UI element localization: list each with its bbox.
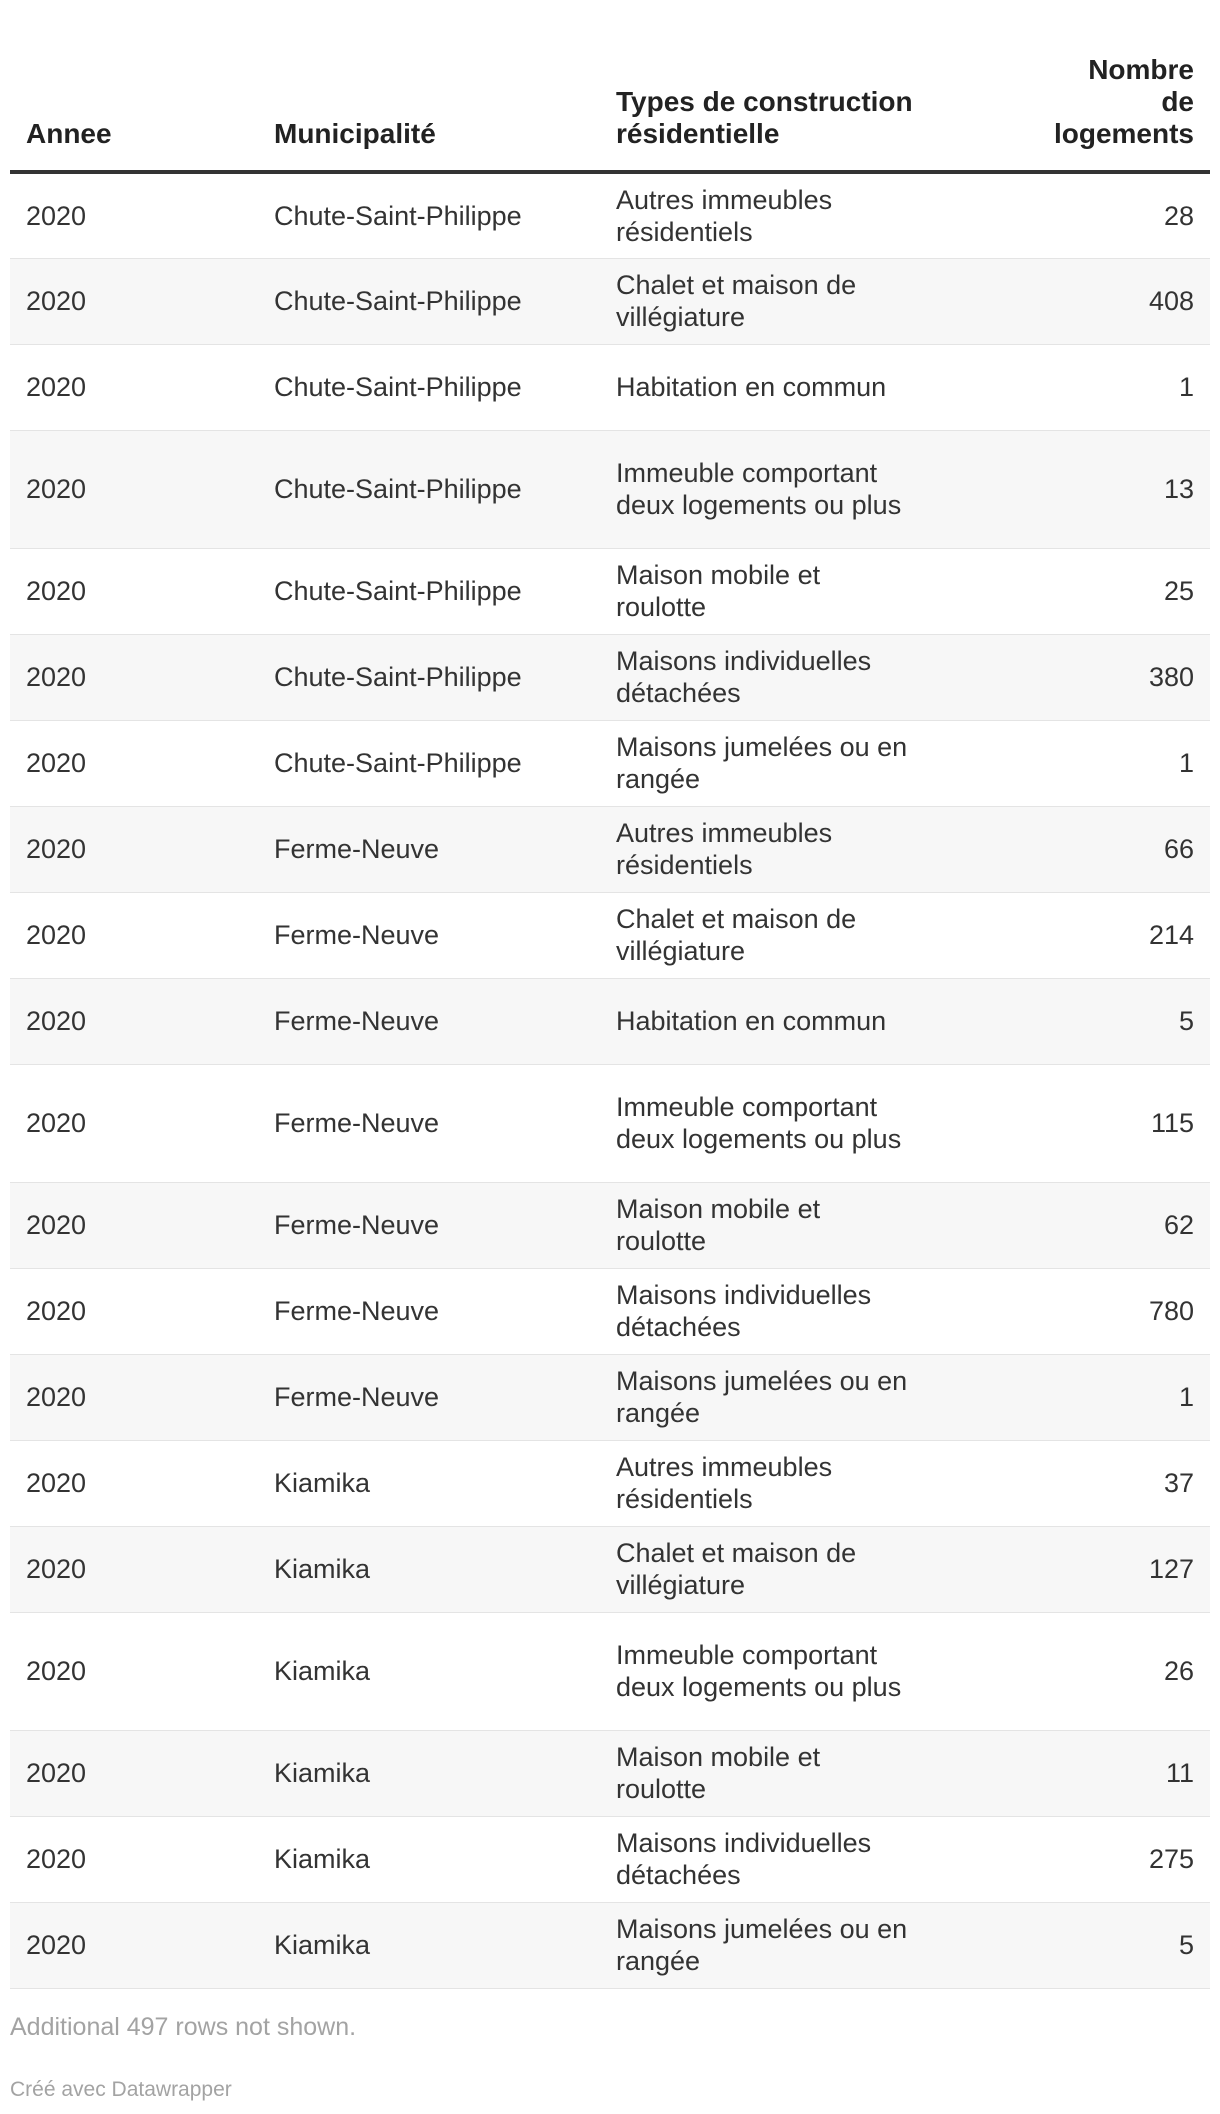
cell-construction-type [600, 1268, 1032, 1354]
cell-dwellings: 408 [1032, 258, 1210, 344]
cell-construction-type-text: Autres immeubles résidentiels [616, 818, 833, 880]
table-row [10, 1902, 1210, 1988]
cell-dwellings: 1 [1032, 1354, 1210, 1440]
cell-year: 2020 [10, 978, 258, 1064]
cell-municipality: Kiamika [258, 1816, 600, 1902]
cell-municipality: Ferme-Neuve [258, 1268, 600, 1354]
cell-year: 2020 [10, 1816, 258, 1902]
table-row [10, 172, 1210, 258]
cell-construction-type [600, 172, 1032, 258]
cell-municipality: Kiamika [258, 1526, 600, 1612]
cell-municipality: Kiamika [258, 1440, 600, 1526]
cell-year: 2020 [10, 1064, 258, 1182]
column-header-dwellings[interactable]: Nombre de logements [1032, 0, 1210, 172]
cell-year: 2020 [10, 1526, 258, 1612]
cell-municipality: Ferme-Neuve [258, 978, 600, 1064]
cell-construction-type-text: Immeuble comportant deux logements ou plus [616, 1640, 902, 1702]
cell-construction-type-text: Autres immeubles résidentiels [616, 184, 833, 247]
cell-year: 2020 [10, 720, 258, 806]
table-row [10, 1526, 1210, 1612]
cell-year: 2020 [10, 172, 258, 258]
cell-municipality: Ferme-Neuve [258, 892, 600, 978]
column-header-construction-type[interactable] [600, 0, 1032, 172]
table-row [10, 344, 1210, 430]
cell-dwellings: 115 [1032, 1064, 1210, 1182]
cell-construction-type-text: Chalet et maison de villégiature [616, 270, 857, 332]
cell-municipality: Chute-Saint-Philippe [258, 634, 600, 720]
table-row [10, 548, 1210, 634]
cell-dwellings: 37 [1032, 1440, 1210, 1526]
cell-construction-type [600, 1354, 1032, 1440]
cell-year: 2020 [10, 1730, 258, 1816]
cell-dwellings: 1 [1032, 720, 1210, 806]
table-row [10, 1268, 1210, 1354]
cell-municipality: Kiamika [258, 1902, 600, 1988]
cell-construction-type-text: Maisons jumelées ou en rangée [616, 1366, 908, 1428]
cell-municipality: Kiamika [258, 1730, 600, 1816]
table-row [10, 1064, 1210, 1182]
cell-municipality: Chute-Saint-Philippe [258, 548, 600, 634]
table-container [10, 0, 1210, 2103]
cell-municipality: Ferme-Neuve [258, 1354, 600, 1440]
cell-municipality: Ferme-Neuve [258, 1064, 600, 1182]
cell-municipality: Chute-Saint-Philippe [258, 258, 600, 344]
table-row [10, 1730, 1210, 1816]
column-header-municipality[interactable]: Municipalité [258, 0, 600, 172]
cell-dwellings: 13 [1032, 430, 1210, 548]
cell-dwellings: 1 [1032, 344, 1210, 430]
cell-dwellings: 127 [1032, 1526, 1210, 1612]
header-row [10, 0, 1210, 172]
cell-construction-type-text: Autres immeubles résidentiels [616, 1452, 833, 1514]
cell-construction-type [600, 430, 1032, 548]
cell-construction-type [600, 720, 1032, 806]
cell-year: 2020 [10, 892, 258, 978]
table-row [10, 634, 1210, 720]
table-row [10, 978, 1210, 1064]
cell-construction-type-text: Chalet et maison de villégiature [616, 904, 857, 966]
cell-construction-type-text: Immeuble comportant deux logements ou plus [616, 1092, 902, 1154]
cell-dwellings: 26 [1032, 1612, 1210, 1730]
cell-construction-type-text: Immeuble comportant deux logements ou plus [616, 458, 902, 520]
cell-year: 2020 [10, 1612, 258, 1730]
cell-year: 2020 [10, 430, 258, 548]
table-row [10, 1354, 1210, 1440]
cell-year: 2020 [10, 806, 258, 892]
cell-dwellings: 62 [1032, 1182, 1210, 1268]
table-row [10, 1440, 1210, 1526]
cell-year: 2020 [10, 1440, 258, 1526]
cell-dwellings: 66 [1032, 806, 1210, 892]
cell-construction-type [600, 344, 1032, 430]
column-header-year[interactable]: Annee [10, 0, 258, 172]
credit-line: Créé avec Datawrapper [10, 2077, 232, 2101]
data-table [10, 0, 1210, 1989]
cell-construction-type-text: Habitation en commun [616, 1006, 887, 1036]
cell-construction-type [600, 892, 1032, 978]
cell-dwellings: 380 [1032, 634, 1210, 720]
cell-dwellings: 275 [1032, 1816, 1210, 1902]
cell-construction-type [600, 1612, 1032, 1730]
cell-year: 2020 [10, 344, 258, 430]
cell-construction-type-text: Maison mobile et roulotte [616, 560, 821, 622]
table-row [10, 720, 1210, 806]
table-row [10, 258, 1210, 344]
table-row [10, 1612, 1210, 1730]
cell-year: 2020 [10, 1268, 258, 1354]
cell-year: 2020 [10, 634, 258, 720]
cell-municipality: Kiamika [258, 1612, 600, 1730]
cell-year: 2020 [10, 548, 258, 634]
cell-construction-type-text: Maisons jumelées ou en rangée [616, 732, 908, 794]
cell-municipality: Chute-Saint-Philippe [258, 720, 600, 806]
cell-year: 2020 [10, 1182, 258, 1268]
table-row [10, 1182, 1210, 1268]
cell-construction-type-text: Maisons individuelles détachées [616, 1828, 872, 1890]
cell-construction-type-text: Maisons individuelles détachées [616, 646, 872, 708]
cell-construction-type [600, 1730, 1032, 1816]
table-notes: Additional 497 rows not shown. [10, 2012, 357, 2041]
cell-dwellings: 5 [1032, 978, 1210, 1064]
cell-municipality: Chute-Saint-Philippe [258, 344, 600, 430]
cell-construction-type-text: Maison mobile et roulotte [616, 1194, 821, 1256]
cell-year: 2020 [10, 1902, 258, 1988]
cell-construction-type [600, 1902, 1032, 1988]
cell-construction-type [600, 1440, 1032, 1526]
cell-dwellings: 780 [1032, 1268, 1210, 1354]
cell-municipality: Chute-Saint-Philippe [258, 430, 600, 548]
cell-dwellings: 25 [1032, 548, 1210, 634]
table-body [10, 172, 1210, 1988]
cell-construction-type [600, 1064, 1032, 1182]
table-row [10, 806, 1210, 892]
cell-dwellings: 5 [1032, 1902, 1210, 1988]
cell-construction-type [600, 806, 1032, 892]
cell-municipality: Chute-Saint-Philippe [258, 172, 600, 258]
cell-construction-type [600, 1816, 1032, 1902]
cell-construction-type-text: Habitation en commun [616, 372, 887, 402]
cell-construction-type [600, 634, 1032, 720]
cell-construction-type-text: Chalet et maison de villégiature [616, 1538, 857, 1600]
cell-construction-type-text: Maisons individuelles détachées [616, 1280, 872, 1342]
column-header-construction-type-label: Types de construction résidentielle [616, 86, 913, 149]
cell-construction-type-text: Maisons jumelées ou en rangée [616, 1914, 908, 1976]
cell-construction-type [600, 258, 1032, 344]
table-row [10, 1816, 1210, 1902]
cell-municipality: Ferme-Neuve [258, 806, 600, 892]
cell-construction-type-text: Maison mobile et roulotte [616, 1742, 821, 1804]
cell-municipality: Ferme-Neuve [258, 1182, 600, 1268]
table-row [10, 892, 1210, 978]
cell-dwellings: 214 [1032, 892, 1210, 978]
cell-dwellings: 11 [1032, 1730, 1210, 1816]
cell-year: 2020 [10, 258, 258, 344]
cell-construction-type [600, 978, 1032, 1064]
cell-construction-type [600, 1182, 1032, 1268]
cell-construction-type [600, 548, 1032, 634]
cell-dwellings: 28 [1032, 172, 1210, 258]
table-row [10, 430, 1210, 548]
cell-year: 2020 [10, 1354, 258, 1440]
cell-construction-type [600, 1526, 1032, 1612]
